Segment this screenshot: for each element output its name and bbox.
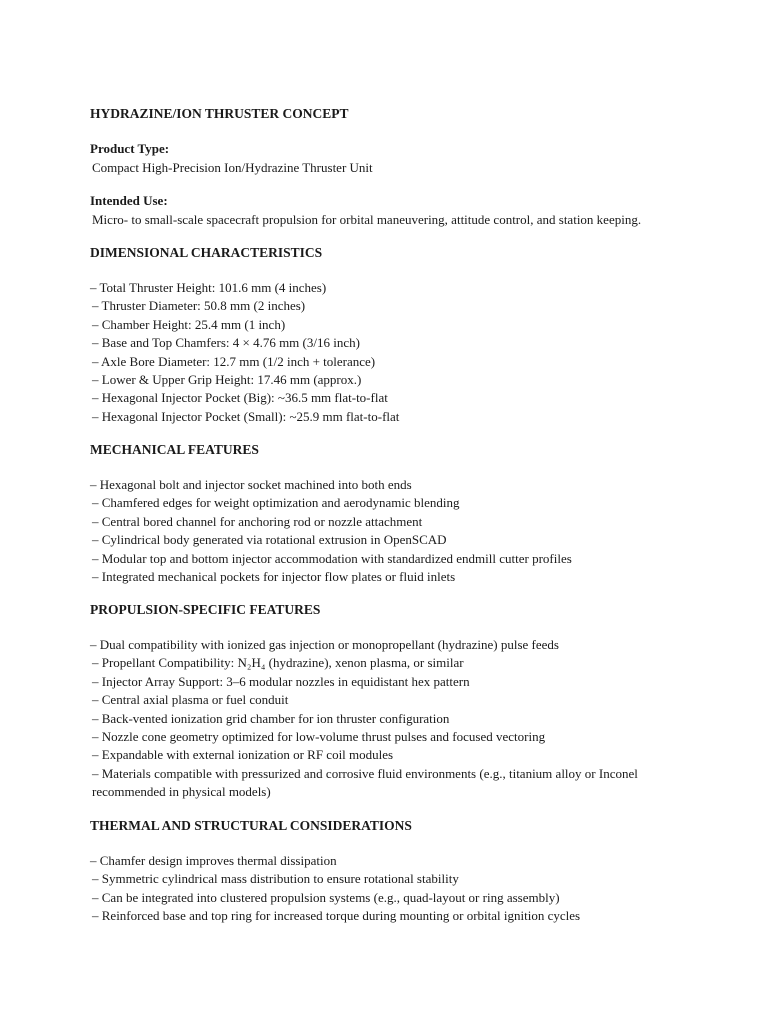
list-item: – Central bored channel for anchoring rod or nozzle attachment [92, 513, 423, 529]
list-item: – Lower & Upper Grip Height: 17.46 mm (approx.) [92, 372, 362, 388]
list-item: – Back-vented ionization grid chamber for ion thruster configuration [92, 710, 450, 726]
list-item: – Hexagonal Injector Pocket (Big): ~36.5 mm flat-to-flat [92, 390, 388, 406]
intended-use-label: Intended Use: [90, 193, 168, 208]
list-item: – Thruster Diameter: 50.8 mm (2 inches) [92, 298, 306, 314]
list-item: – Hexagonal bolt and injector socket machined into both ends [90, 477, 412, 492]
product-type-value: Compact High-Precision Ion/Hydrazine Thruster Unit [92, 160, 373, 175]
list-item: – Cylindrical body generated via rotational extrusion in OpenSCAD [92, 532, 447, 548]
list-item: – Nozzle cone geometry optimized for low-volume thrust pulses and focused vectoring [92, 729, 546, 745]
section-heading-mechanical: MECHANICAL FEATURES [90, 442, 259, 457]
mechanical-list [90, 476, 572, 586]
list-item: – Injector Array Support: 3–6 modular nozzles in equidistant hex pattern [92, 673, 470, 689]
section-heading-dimensional: DIMENSIONAL CHARACTERISTICS [90, 245, 323, 260]
section-heading-thermal: THERMAL AND STRUCTURAL CONSIDERATIONS [90, 818, 412, 833]
thermal-list [90, 852, 580, 926]
list-item: – Dual compatibility with ionized gas injection or monopropellant (hydrazine) pulse feeds [90, 637, 559, 652]
list-item: – Axle Bore Diameter: 12.7 mm (1/2 inch + tolerance) [92, 353, 376, 369]
list-item: – Chamfer design improves thermal dissipation [90, 853, 337, 868]
list-item: – Modular top and bottom injector accommodation with standardized endmill cutter profiles [92, 550, 572, 566]
list-item: – Materials compatible with pressurized and corrosive fluid environments (e.g., titanium alloy or Inconel recommended in physical models) [92, 765, 638, 800]
dimensional-list [90, 279, 399, 426]
list-item: – Chamfered edges for weight optimization and aerodynamic blending [92, 495, 460, 511]
list-item: – Chamber Height: 25.4 mm (1 inch) [92, 316, 286, 332]
intended-use-value: Micro- to small-scale spacecraft propulsion for orbital maneuvering, attitude control, and station keeping. [92, 212, 642, 227]
list-item: – Integrated mechanical pockets for injector flow plates or fluid inlets [92, 569, 456, 585]
list-item: – Hexagonal Injector Pocket (Small): ~25.9 mm flat-to-flat [92, 408, 400, 424]
product-type-label: Product Type: [90, 141, 170, 156]
list-item: – Reinforced base and top ring for increased torque during mounting or orbital ignition cycles [92, 908, 581, 924]
list-item: – Total Thruster Height: 101.6 mm (4 inches) [90, 280, 327, 295]
document-title: HYDRAZINE/ION THRUSTER CONCEPT [90, 106, 349, 121]
list-item: – Expandable with external ionization or RF coil modules [92, 747, 394, 763]
section-heading-propulsion: PROPULSION-SPECIFIC FEATURES [90, 602, 321, 617]
list-item: – Can be integrated into clustered propulsion systems (e.g., quad-layout or ring assembly) [92, 889, 560, 905]
list-item: – Propellant Compatibility: N₂H₄ (hydrazine), xenon plasma, or similar [92, 655, 464, 671]
propulsion-list [90, 636, 662, 802]
list-item: – Base and Top Chamfers: 4 × 4.76 mm (3/16 inch) [92, 335, 360, 351]
list-item: – Central axial plasma or fuel conduit [92, 692, 289, 708]
list-item: – Symmetric cylindrical mass distribution to ensure rotational stability [92, 871, 459, 887]
